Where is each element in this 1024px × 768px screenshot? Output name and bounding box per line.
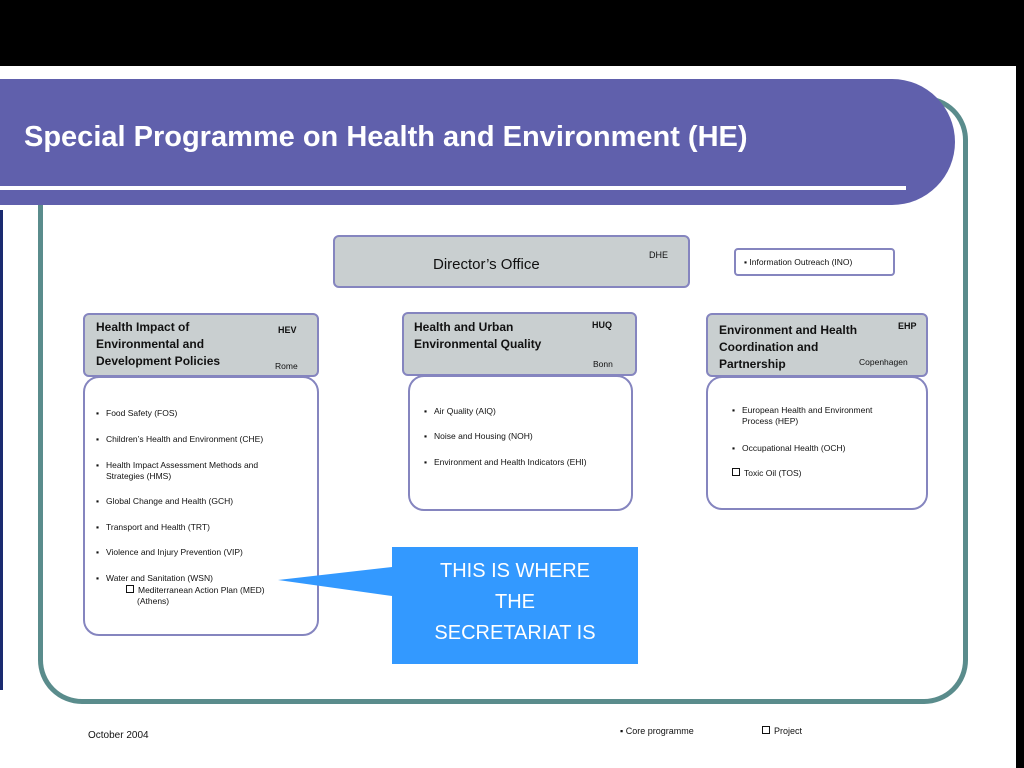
unit-che: ▪ Children’s Health and Environment (CHE) xyxy=(96,434,264,444)
footer-date: October 2004 xyxy=(88,730,149,741)
unit-och: ▪ Occupational Health (OCH) xyxy=(732,443,846,453)
division-huq-name: Health and Urban Environmental Quality xyxy=(414,320,542,351)
top-black-bar xyxy=(0,0,1024,66)
division-ehp-code: EHP xyxy=(898,321,917,331)
division-hev-name: Health Impact of Environmental and Development Policies xyxy=(96,320,221,368)
division-hev-city: Rome xyxy=(275,361,298,371)
division-ehp-header xyxy=(706,313,928,377)
title-underline xyxy=(0,186,906,190)
legend-core: ▪ Core programme xyxy=(620,726,694,736)
unit-hms: ▪ Health Impact Assessment Methods and Strategies (HMS) xyxy=(96,460,259,481)
division-hev-header xyxy=(83,313,319,377)
project-square-icon xyxy=(732,468,740,476)
unit-vip: ▪ Violence and Injury Prevention (VIP) xyxy=(96,547,243,557)
division-huq-units xyxy=(408,375,633,511)
information-outreach-box: ▪ Information Outreach (INO) xyxy=(734,248,895,276)
director-office-box xyxy=(333,235,690,288)
division-huq-header xyxy=(402,312,637,376)
division-hev-code: HEV xyxy=(278,325,297,335)
slide-title: Special Programme on Health and Environment (HE) xyxy=(24,121,748,153)
division-ehp-city: Copenhagen xyxy=(859,357,908,367)
division-ehp-name: Environment and Health Coordination and Partnership xyxy=(719,323,858,371)
callout-text: THIS IS WHERE THE SECRETARIAT IS xyxy=(434,560,596,644)
left-edge-bar xyxy=(0,210,3,690)
unit-wsn: ▪ Water and Sanitation (WSN) xyxy=(96,573,213,583)
unit-aiq: ▪ Air Quality (AIQ) xyxy=(424,406,496,416)
director-office-code: DHE xyxy=(649,250,669,260)
project-tos: Toxic Oil (TOS) xyxy=(732,468,801,479)
director-office-name: Director’s Office xyxy=(433,256,540,273)
project-square-icon xyxy=(762,726,770,734)
unit-fos: ▪ Food Safety (FOS) xyxy=(96,408,178,418)
information-outreach-label: Information Outreach (INO) xyxy=(749,257,853,267)
division-huq-city: Bonn xyxy=(593,359,613,369)
unit-noh: ▪ Noise and Housing (NOH) xyxy=(424,431,533,441)
unit-gch: ▪ Global Change and Health (GCH) xyxy=(96,496,234,506)
project-med: Mediterranean Action Plan (MED) (Athens) xyxy=(126,585,265,607)
legend-project: Project xyxy=(762,726,802,736)
right-edge-bar xyxy=(1016,66,1024,768)
unit-trt: ▪ Transport and Health (TRT) xyxy=(96,522,210,532)
unit-hep: ▪ European Health and Environment Process (HEP) xyxy=(732,405,873,426)
project-square-icon xyxy=(126,585,134,593)
unit-ehi: ▪ Environment and Health Indicators (EHI) xyxy=(424,457,587,467)
division-huq-code: HUQ xyxy=(592,320,612,330)
